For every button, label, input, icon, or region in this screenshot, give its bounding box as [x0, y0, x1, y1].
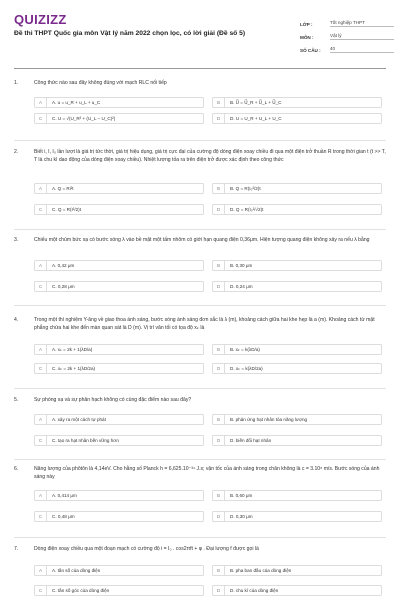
page-title: Đề thi THPT Quốc gia môn Vật lý năm 2022 chọn lọc, có lời giải (Đề số 5) — [14, 30, 246, 37]
meta-count-label: SỐ CÂU : — [300, 48, 321, 53]
option-letter: C — [35, 586, 47, 595]
option-d[interactable] — [212, 204, 382, 215]
question-text: Chiếu một chùm bức xạ có bước sóng λ vào bề mặt một tấm nhôm có giới hạn quang điện 0,36μm. Hiện tượng quang điện không xảy ra nếu λ bằng — [34, 237, 370, 243]
option-text: D. 0,24 μm — [230, 283, 253, 289]
option-text: A. xảy ra một cách tự phát — [52, 416, 106, 422]
meta-subject — [300, 27, 394, 40]
option-d[interactable] — [212, 511, 382, 522]
question-6 — [14, 465, 386, 519]
option-a[interactable] — [34, 565, 204, 576]
header-divider — [14, 68, 386, 69]
question-2 — [14, 148, 386, 212]
question-1 — [14, 79, 386, 121]
option-letter: D — [213, 512, 225, 521]
question-number: 4. — [14, 317, 19, 323]
question-text: Công thức nào sau đây không đúng với mạch RLC nối tiếp — [34, 80, 167, 86]
option-text: A. 0,42 μm — [52, 262, 75, 268]
quizizz-logo: QUIZIZZ — [14, 12, 67, 27]
option-text: A. Q = Ri²t — [52, 185, 74, 191]
meta-class-label: LỚP : — [300, 22, 313, 27]
option-text: B. xₖ = k(λD/a) — [230, 346, 260, 352]
option-letter: A — [35, 345, 47, 354]
question-divider — [14, 537, 386, 538]
option-letter: C — [35, 282, 47, 291]
option-letter: C — [35, 364, 47, 373]
option-text: C. 0,28 μm — [52, 283, 75, 289]
option-text: D. chu kì của dòng điện — [230, 587, 279, 593]
option-text: C. xₖ = 2k + 1(λD/2a) — [52, 365, 96, 371]
option-text: A. u = u_R + u_L + u_C — [52, 99, 101, 105]
question-divider — [14, 229, 386, 230]
page-header — [0, 0, 400, 62]
question-text: Biết i, I, I₀ lần lượt là giá trị tức thời, giá trị hiệu dụng, giá trị cực đại của cường độ dòng điện xoay chiều đi qua một điện trở thuần R trong thời gian t (t >> T, T là chu kì dao động của dòng điện xoay chiều). Nhiệt lượng tỏa ra trên điện trở được xác định theo công thức — [34, 149, 386, 163]
option-text: C. U = √(U_R² + (U_L − U_C)²) — [52, 115, 116, 121]
option-letter: D — [213, 364, 225, 373]
meta-class — [300, 14, 394, 27]
option-letter: B — [213, 345, 225, 354]
option-text: B. pha ban đầu của dòng điện — [230, 567, 292, 573]
option-letter: D — [213, 282, 225, 291]
question-divider — [14, 388, 386, 389]
option-text: B. Q = R(I₀²/2)t — [230, 185, 261, 191]
option-letter: A — [35, 491, 47, 500]
question-divider — [14, 459, 386, 460]
option-text: A. 0,414 μm — [52, 492, 77, 498]
question-text: Trong một thí nghiệm Y-âng về giao thoa ánh sáng, bước sóng ánh sáng đơn sắc là λ (m), khoảng cách giữa hai khe hẹp là a (m). Khoảng cách từ mặt phẳng chứa hai khe đến màn quan sát là D (m). Vị trí vân tối có tọa độ xₖ là — [34, 317, 375, 331]
option-letter: B — [213, 566, 225, 575]
option-letter: A — [35, 98, 47, 107]
option-letter: D — [213, 114, 225, 123]
option-letter: C — [35, 114, 47, 123]
option-letter: D — [213, 436, 225, 445]
option-text: D. 0,30 μm — [230, 513, 253, 519]
option-c[interactable] — [34, 511, 204, 522]
option-a[interactable] — [34, 97, 204, 108]
meta-subject-label: MÔN : — [300, 35, 314, 40]
option-letter: B — [213, 491, 225, 500]
question-number: 6. — [14, 466, 19, 472]
question-5 — [14, 396, 386, 443]
option-b[interactable] — [212, 183, 382, 194]
option-text: D. Q = R(I₀²/√2)t — [230, 206, 264, 212]
question-number: 7. — [14, 546, 19, 552]
option-c[interactable] — [34, 113, 204, 124]
option-text: A. tần số của dòng điện — [52, 567, 101, 573]
option-letter: A — [35, 261, 47, 270]
question-text: Dòng điện xoay chiều qua một đoạn mạch có cường độ i = I₀ . cos2πft + φ . Đại lượng f được gọi là — [34, 546, 259, 552]
option-letter: B — [213, 98, 225, 107]
meta-class-value: Tốt nghiệp THPT — [330, 20, 394, 27]
option-d[interactable] — [212, 585, 382, 596]
option-text: D. U = U_R + U_L + U_C — [230, 115, 282, 121]
option-text: B. 0,60 μm — [230, 492, 253, 498]
option-text: C. Q = R(I²/2)t — [52, 206, 81, 212]
quiz-meta — [300, 14, 394, 53]
option-text: D. biến đổi hạt nhân — [230, 437, 272, 443]
option-text: B. U⃗ = U⃗_R + U⃗_L + U⃗_C — [230, 99, 282, 105]
question-number: 3. — [14, 237, 19, 243]
question-number: 5. — [14, 397, 19, 403]
option-d[interactable] — [212, 363, 382, 374]
option-text: C. tạo ra hạt nhân bền vững hơn — [52, 437, 119, 443]
option-b[interactable] — [212, 414, 382, 425]
question-7 — [14, 545, 386, 593]
option-a[interactable] — [34, 344, 204, 355]
option-letter: A — [35, 184, 47, 193]
question-number: 1. — [14, 80, 19, 86]
question-text: Sự phóng xạ và sự phân hạch không có cùng đặc điểm nào sau đây? — [34, 397, 192, 403]
option-c[interactable] — [34, 585, 204, 596]
option-b[interactable] — [212, 565, 382, 576]
meta-count — [300, 40, 394, 53]
meta-count-value: 40 — [330, 46, 394, 53]
option-letter: C — [35, 436, 47, 445]
option-a[interactable] — [34, 183, 204, 194]
option-a[interactable] — [34, 260, 204, 271]
option-b[interactable] — [212, 490, 382, 501]
question-number: 2. — [14, 149, 19, 155]
option-a[interactable] — [34, 414, 204, 425]
option-c[interactable] — [34, 281, 204, 292]
option-text: B. 0,30 μm — [230, 262, 253, 268]
option-text: C. 0,48 μm — [52, 513, 75, 519]
option-letter: D — [213, 205, 225, 214]
option-b[interactable] — [212, 97, 382, 108]
option-letter: B — [213, 415, 225, 424]
option-letter: A — [35, 566, 47, 575]
option-b[interactable] — [212, 260, 382, 271]
option-d[interactable] — [212, 113, 382, 124]
meta-subject-value: Vật lý — [330, 33, 394, 40]
option-text: D. xₖ = k(λD/2a) — [230, 365, 263, 371]
option-c[interactable] — [34, 363, 204, 374]
option-c[interactable] — [34, 204, 204, 215]
option-letter: D — [213, 586, 225, 595]
option-c[interactable] — [34, 435, 204, 446]
question-3 — [14, 236, 386, 289]
option-letter: B — [213, 184, 225, 193]
option-letter: A — [35, 415, 47, 424]
question-divider — [14, 305, 386, 306]
option-text: C. tần số góc của dòng điện — [52, 587, 110, 593]
option-d[interactable] — [212, 281, 382, 292]
option-d[interactable] — [212, 435, 382, 446]
option-letter: C — [35, 512, 47, 521]
option-letter: B — [213, 261, 225, 270]
question-4 — [14, 316, 386, 371]
option-text: A. xₖ = 2k + 1(λD/a) — [52, 346, 93, 352]
option-b[interactable] — [212, 344, 382, 355]
question-divider — [14, 140, 386, 141]
question-text: Năng lượng của phôtôn là 4,14eV. Cho hằng số Planck h = 6,625.10⁻³⁴ J.s; vận tốc của ánh sáng trong chân không là c = 3.10⁸ m/s. Bước sóng của ánh sáng này — [34, 466, 380, 480]
option-letter: C — [35, 205, 47, 214]
option-text: B. phản ứng hạt nhân tỏa năng lượng — [230, 416, 308, 422]
option-a[interactable] — [34, 490, 204, 501]
